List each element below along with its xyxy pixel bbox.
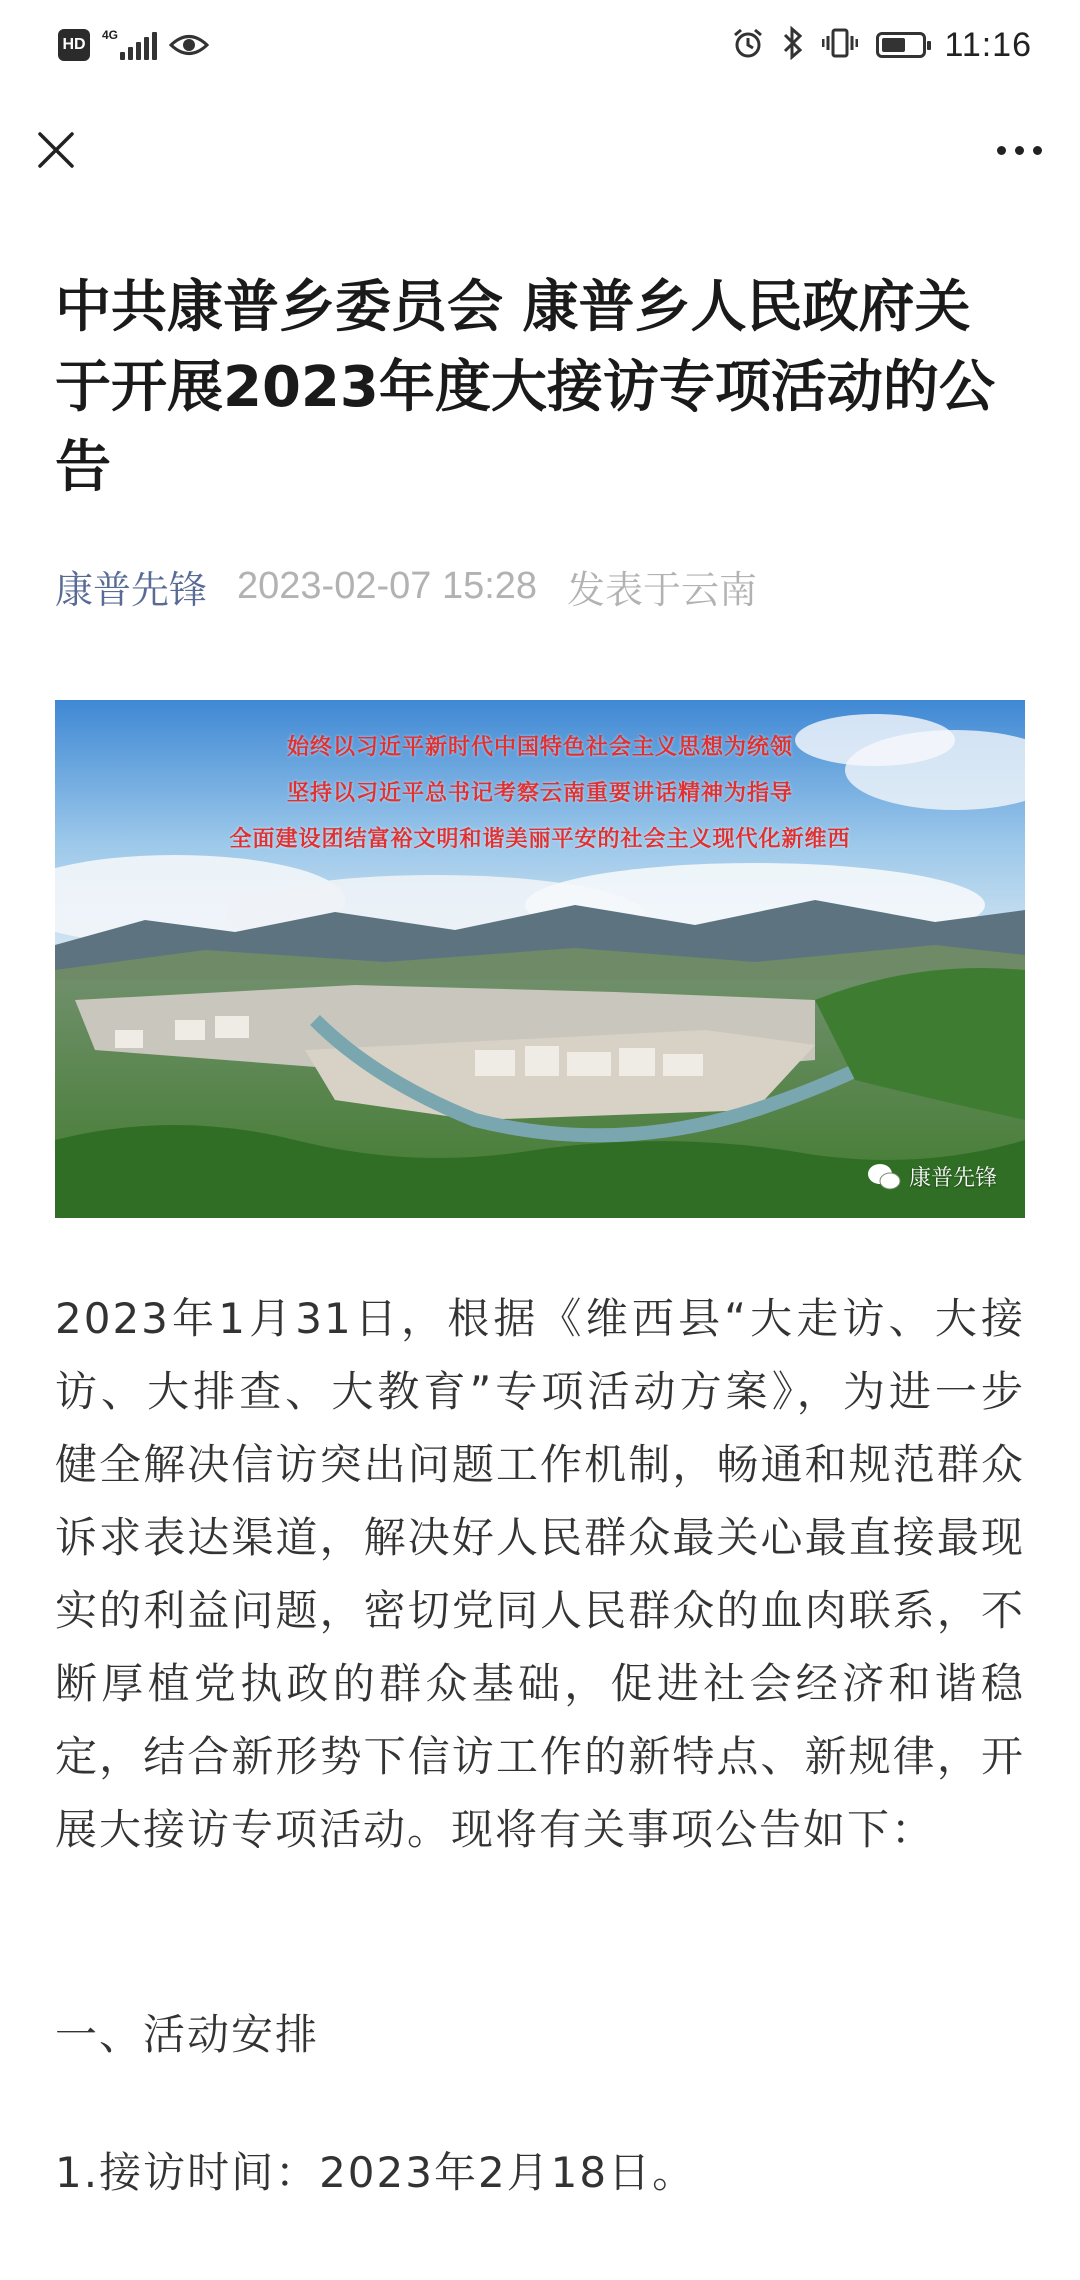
network-type-label: 4G xyxy=(102,28,119,42)
more-icon-dot xyxy=(1033,146,1042,155)
nav-bar xyxy=(0,100,1080,210)
article-meta xyxy=(55,558,757,614)
eye-comfort-icon xyxy=(169,32,209,58)
bluetooth-icon xyxy=(782,26,804,64)
wechat-icon xyxy=(867,1163,901,1191)
publish-date: 2023-02-07 15:28 xyxy=(237,564,538,607)
status-bar xyxy=(0,0,1080,90)
more-icon xyxy=(997,146,1006,155)
more-icon-dot xyxy=(1015,146,1024,155)
close-button[interactable] xyxy=(28,122,84,178)
slogan-line-1: 始终以习近平新时代中国特色社会主义思想为统领 xyxy=(286,734,793,760)
slogan-line-2: 坚持以习近平总书记考察云南重要讲话精神为指导 xyxy=(286,780,793,806)
slogan-line-3: 全面建设团结富裕文明和谐美丽平安的社会主义现代化新维西 xyxy=(229,826,851,852)
signal-icon xyxy=(102,30,157,60)
battery-level xyxy=(882,38,905,52)
hd-icon: HD xyxy=(58,29,90,61)
list-item: 1.接访时间：2023年2月18日。 xyxy=(55,2148,697,2197)
watermark-text: 康普先锋 xyxy=(908,1166,997,1191)
image-watermark xyxy=(867,1161,997,1192)
status-right xyxy=(732,22,1032,68)
article-title: 中共康普乡委员会 康普乡人民政府关于开展2023年度大接访专项活动的公告 xyxy=(55,275,995,500)
status-time: 11:16 xyxy=(944,25,1032,64)
article-paragraph: 2023年1月31日，根据《维西县“大走访、大接访、大排查、大教育”专项活动方案》，为进一步健全解决信访突出问题工作机制，畅通和规范群众诉求表达渠道，解决好人民群众最关心最直接最现实的利益问题，密切党同人民群众的血肉联系，不断厚植党执政的群众基础，促进社会经济和谐稳定，结合新形势下信访工作的新特点、新规律，开展大接访专项活动。现将有关事项公告如下： xyxy=(55,1294,1025,1854)
close-icon xyxy=(36,130,76,170)
status-left xyxy=(58,22,209,68)
more-button[interactable] xyxy=(984,122,1054,178)
section-heading: 一、活动安排 xyxy=(55,2010,320,2059)
vibrate-icon xyxy=(822,27,858,63)
author-link[interactable]: 康普先锋 xyxy=(55,567,208,612)
battery-icon xyxy=(876,32,926,58)
alarm-icon xyxy=(732,27,764,63)
hero-image[interactable] xyxy=(55,700,1025,1218)
publish-location: 发表于云南 xyxy=(567,567,758,612)
